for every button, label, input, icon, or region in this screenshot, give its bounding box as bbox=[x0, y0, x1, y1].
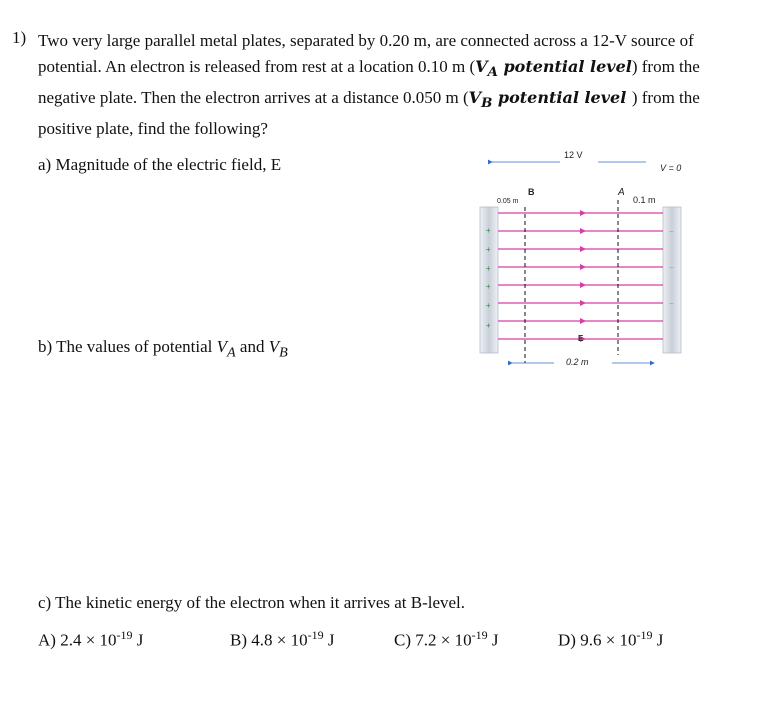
gap-label: 0.2 m bbox=[566, 357, 589, 367]
part-c: c) The kinetic energy of the electron when it arrives at B-level. bbox=[38, 593, 466, 612]
v-zero-label: V = 0 bbox=[660, 163, 682, 173]
field-arrows bbox=[580, 210, 586, 342]
point-a-label: A bbox=[618, 187, 625, 198]
plates-svg bbox=[468, 145, 708, 375]
svg-text:+: + bbox=[486, 282, 491, 291]
choice-d[interactable]: D) $9.6 \times 10^{-19}$ J bbox=[558, 628, 664, 650]
svg-text:+: + bbox=[486, 264, 491, 273]
svg-text:+: + bbox=[486, 226, 491, 235]
question-number: 1) bbox=[12, 28, 27, 47]
dist-a-label: 0.1 m bbox=[633, 195, 656, 205]
svg-text:+: + bbox=[486, 245, 491, 254]
choice-a[interactable]: A) $2.4 \times 10^{-19}$ J bbox=[38, 628, 144, 650]
plates-diagram bbox=[468, 145, 708, 375]
svg-text:−: − bbox=[669, 299, 674, 308]
svg-text:+: + bbox=[486, 301, 491, 310]
part-a: a) Magnitude of the electric field, E bbox=[38, 155, 282, 174]
voltage-label: 12 V bbox=[564, 150, 583, 160]
field-label: E bbox=[578, 334, 584, 343]
answer-choices bbox=[38, 628, 738, 654]
choice-b[interactable]: B) $4.8 \times 10^{-19}$ J bbox=[230, 628, 335, 650]
vb-symbol: $V_B$ potential level bbox=[468, 88, 632, 112]
question-text-1: Two very large parallel metal plates, separated by 0.20 m, are connected across a 12-V source of potential. An electron is released from rest at a location 0.10 m ( bbox=[38, 31, 694, 76]
svg-text:−: − bbox=[669, 263, 674, 272]
va-symbol: $V_A$ potential level bbox=[475, 57, 632, 81]
dist-b-label: 0.05 m bbox=[497, 198, 519, 205]
point-b-label: B bbox=[528, 187, 535, 197]
question-text-2: ) from the negative plate. Then the electron arrives at a distance 0.050 m ( bbox=[38, 57, 700, 108]
question-text-3: ) from the positive plate, find the following? bbox=[38, 88, 700, 139]
choice-c[interactable]: C) $7.2 \times 10^{-19}$ J bbox=[394, 628, 499, 650]
svg-text:−: − bbox=[669, 227, 674, 236]
part-b: b) The values of potential $V_A$ and $V_B$ bbox=[38, 337, 288, 361]
svg-text:+: + bbox=[486, 321, 491, 330]
question-text bbox=[38, 28, 750, 142]
